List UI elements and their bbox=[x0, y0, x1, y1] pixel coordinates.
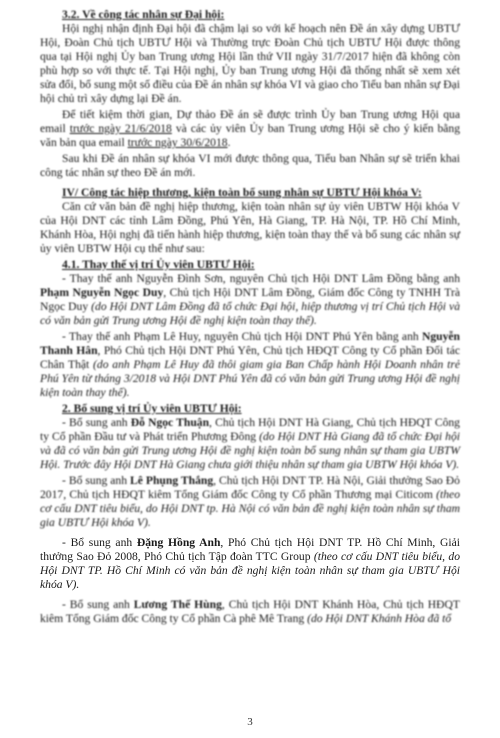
person-name: Nguyễn Thanh Hân bbox=[40, 330, 460, 357]
deadline-2: trước ngày 30/6/2018 bbox=[127, 136, 228, 149]
item-2-1-note: (do Hội DNT Hà Giang đã tổ chức Đại hội và đã có văn bản gửi Trung ương Hội đề nghị kiện toàn bổ sung nhân sự tham gia UBTW Hội. Trước đây Hội DNT Hà Giang chưa giới thiệu nhân sự tham gia UBTW Hội khóa V). bbox=[40, 430, 460, 471]
paragraph-3-2-2 bbox=[40, 108, 460, 150]
paragraph-3-2-2-a: Để tiết kiệm thời gian, Dự thảo Đề án sẽ được trình Ủy ban Trung ương Hội qua email bbox=[40, 108, 460, 135]
person-name: Lê Phụng Thắng bbox=[130, 474, 214, 487]
heading-2 bbox=[62, 402, 460, 416]
item-4-1-2-a: - Thay thế anh Phạm Lê Huy, nguyên Chủ tịch Hội DNT Phú Yên bằng anh bbox=[62, 330, 422, 343]
heading-4-1-text: 4.1. Thay thế vị trí Ủy viên UBTƯ Hội: bbox=[62, 258, 255, 271]
document-body bbox=[40, 8, 460, 626]
item-2-4-b: , Chủ tịch Hội DNT Khánh Hòa, Chủ tịch HĐQT kiêm Tổng Giám đốc Công ty Cổ phần Cà phê Mê Trang bbox=[40, 598, 460, 625]
item-2-3-b: , Phó Chủ tịch Hội DNT TP. Hồ Chí Minh, Giải thưởng Sao Đỏ 2008, Phó Chủ tịch Tập đoàn TTC Group bbox=[40, 536, 460, 563]
item-2-2 bbox=[40, 474, 460, 530]
person-name: Đặng Hồng Anh bbox=[136, 536, 221, 549]
item-2-1-a: - Bổ sung anh bbox=[62, 416, 131, 429]
item-4-1-2-note: (do anh Phạm Lê Huy đã thôi giam gia Ban Chấp hành Hội Doanh nhân trẻ Phú Yên từ tháng 3/2018 và Hội DNT Phú Yên đã có văn bản gửi Trung ương Hội đề nghị kiện toàn thay thế). bbox=[40, 358, 460, 399]
item-2-1 bbox=[40, 416, 460, 472]
item-2-4 bbox=[40, 598, 460, 626]
item-2-2-note: (theo cơ cấu DNT tiêu biểu, do Hội DNT tp. Hà Nội có văn bản đề nghị kiện toàn nhân sự tham gia UBTƯ Hội khóa V). bbox=[40, 488, 460, 529]
item-4-1-2-b: , Phó Chủ tịch Hội DNT Phú Yên, Chủ tịch HĐQT Công ty Cổ phần Đối tác Chân Thật bbox=[40, 344, 460, 371]
paragraph-3-2-3: Sau khi Đề án nhân sự khóa VI mới được thông qua, Tiểu ban Nhân sự sẽ triển khai công tác nhân sự theo Đề án mới. bbox=[40, 152, 460, 179]
heading-iv: IV/ Công tác hiệp thương, kiện toàn bổ sung nhân sự UBTƯ Hội khóa V: bbox=[62, 186, 422, 199]
item-2-3 bbox=[40, 536, 460, 592]
heading-4-1 bbox=[62, 258, 460, 272]
person-name: Lương Thế Hùng bbox=[133, 598, 222, 611]
item-4-1-1-note: (do Hội DNT Lâm Đồng đã tổ chức Đại hội, hiệp thương vị trí Chủ tịch Hội và có văn bản gửi Trung ương Hội đề nghị kiện toàn thay thế). bbox=[40, 300, 460, 327]
item-2-1-b: , Chủ tịch Hội DNT Hà Giang, Chủ tịch HĐQT Công ty Cổ phần Đầu tư và Phát triển Phương Đông bbox=[40, 416, 460, 443]
paragraph-3-2-1: Hội nghị nhận định Đại hội đã chậm lại so với kế hoạch nên Đề án xây dựng UBTƯ Hội, Đoàn Chủ tịch UBTƯ Hội và Thường trực Đoàn Chủ tịch UBTƯ Hội được thông qua tại Hội nghị Ủy ban Trung ương Hội lần thứ VII ngày 31/7/2017 hiện đã không còn phù hợp so với thực tế. Tại Hội nghị, Ủy ban Trung ương Hội đã thống nhất sẽ xem xét sửa đổi, bổ sung một số điều của Đề án nhân sự khóa VI và giao cho Tiểu ban nhân sự Đại hội chủ trì xây dựng lại Đề án. bbox=[40, 22, 460, 105]
item-4-1-1 bbox=[40, 272, 460, 328]
item-4-1-1-b: , Chủ tịch Hội DNT Lâm Đồng, Giám đốc Công ty TNHH Trà Ngọc Duy bbox=[40, 286, 460, 313]
page-number: 3 bbox=[247, 716, 253, 728]
item-2-2-a: - Bổ sung anh bbox=[62, 474, 131, 487]
item-4-1-1-a: - Thay thế anh Nguyễn Đình Sơn, nguyên Chủ tịch Hội DNT Lâm Đồng bằng anh bbox=[62, 272, 460, 285]
item-2-4-a: - Bổ sung anh bbox=[62, 598, 134, 611]
paragraph-iv-1: Căn cứ văn bản đề nghị hiệp thương, kiện toàn nhân sự ủy viên UBTW Hội khóa V của Hội DNT các tỉnh Lâm Đồng, Phú Yên, Hà Giang, TP. Hà Nội, TP. Hồ Chí Minh, Khánh Hòa, Hội nghị đã tiến hành hiệp thương, kiện toàn thay thế và bổ sung các nhân sự ủy viên UBTW Hội cụ thể như sau: bbox=[40, 200, 460, 255]
paragraph-3-2-2-c: . bbox=[227, 136, 231, 149]
heading-2-text: 2. Bổ sung vị trí Ủy viên UBTƯ Hội: bbox=[62, 402, 242, 415]
paragraph-3-2-2-b: và các ủy viên Ủy ban Trung ương Hội sẽ cho ý kiến bằng văn bản qua email bbox=[40, 122, 461, 149]
deadline-1: trước ngày 21/6/2018 bbox=[69, 122, 172, 135]
item-2-3-note: (theo cơ cấu DNT tiêu biểu, do Hội DNT TP. Hồ Chí Minh có văn bản đề nghị kiện toàn nhân sự tham gia UBTƯ Hội khóa V). bbox=[40, 550, 460, 591]
item-2-2-b: , Chủ tịch Hội DNT TP. Hà Nội, Giải thưởng Sao Đỏ 2017, Chủ tịch HĐQT kiêm Tổng Giám đốc Công ty Cổ phần Thương mại Citicom bbox=[40, 474, 460, 501]
item-2-4-note: (do Hội DNT Khánh Hòa đã tổ bbox=[307, 612, 452, 625]
person-name: Đỗ Ngọc Thuận bbox=[130, 416, 210, 429]
item-2-3-a: - Bổ sung anh bbox=[62, 536, 137, 549]
person-name: Phạm Nguyễn Ngọc Duy bbox=[40, 286, 164, 299]
item-4-1-2 bbox=[40, 330, 460, 400]
heading-3-2: 3.2. Về công tác nhân sự Đại hội: bbox=[62, 8, 225, 21]
